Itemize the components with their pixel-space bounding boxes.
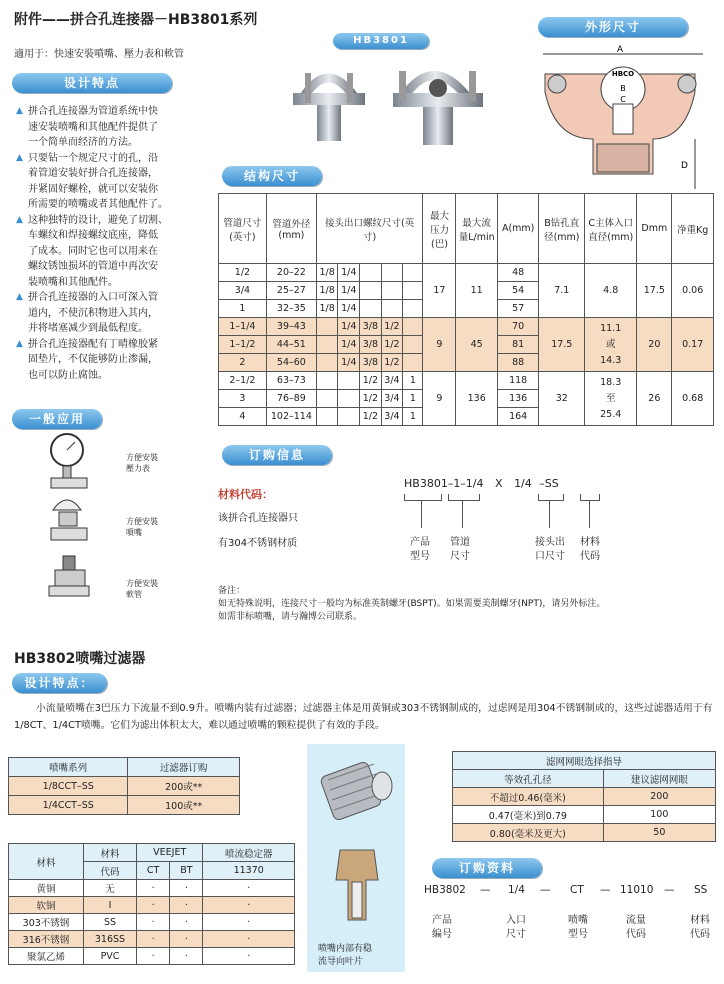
table-row	[9, 948, 295, 965]
table-cell: 200	[603, 788, 715, 806]
table-cell-c	[585, 264, 637, 318]
code-material: SS	[544, 477, 559, 490]
design-point-line: 着管道安装好拼合孔连接器，	[28, 168, 158, 179]
table-cell	[403, 336, 423, 354]
table-cell: ·	[203, 880, 295, 897]
design-point-line: 速安装喷嘴和其他配件提供了	[28, 121, 158, 133]
table-cell-w: 0.06	[672, 264, 714, 318]
table-row	[9, 897, 295, 914]
table-cell: 3/4	[219, 282, 267, 300]
hb3802-code-part: HB3802	[424, 884, 466, 896]
table-cell-flow: 11	[456, 264, 497, 318]
hb3802-code-part: 11010	[620, 884, 654, 896]
filter-header-row	[9, 758, 240, 777]
th-d: Dmm	[637, 194, 672, 264]
table-cell: 20–22	[266, 264, 316, 282]
note-1: 如无特殊说明，连接尺寸一般均为标准英制螺牙(BSPT)。如果需要美制螺牙(NPT)，请另外标注。	[218, 599, 606, 609]
table-cell: 1/4	[338, 282, 360, 300]
table-cell: ·	[170, 931, 203, 948]
table-cell: ·	[170, 914, 203, 931]
mesh-title: 滤网网眼选择指导	[453, 752, 716, 770]
application-drawings	[45, 430, 105, 610]
table-cell: 1/2	[219, 264, 267, 282]
table-cell: 软铜	[9, 897, 84, 914]
table-cell: ·	[170, 897, 203, 914]
hb3802-code-part: —	[600, 884, 611, 896]
table-cell: 3/4	[381, 408, 403, 426]
table-cell-pressure: 17	[423, 264, 456, 318]
table-row	[9, 796, 240, 815]
table-cell: 1–1/4	[219, 318, 267, 336]
hb3802-code-part: 1/4	[508, 884, 525, 896]
hb3802-label: 材料	[690, 915, 710, 926]
table-cell-d: 20	[637, 318, 672, 372]
table-cell-d: 17.5	[637, 264, 672, 318]
th-pipe-size: 管道尺寸(英寸)	[219, 194, 267, 264]
table-row	[9, 880, 295, 897]
table-cell: 100	[603, 806, 715, 824]
hb3802-label: 代码	[690, 929, 710, 940]
c-value: 25.4	[600, 408, 622, 420]
table-cell: 54–60	[266, 354, 316, 372]
table-cell-b: 17.5	[539, 318, 585, 372]
table-cell-b: 32	[539, 372, 585, 426]
table-cell: 3/4	[381, 372, 403, 390]
table-cell: 黄铜	[9, 880, 84, 897]
table-cell	[338, 408, 360, 426]
table-cell: 0.47(毫米)到0.79	[453, 806, 604, 824]
bracket-outlet	[538, 494, 564, 501]
stabilizer-header: 喷流稳定器	[203, 844, 295, 862]
bracket-product	[404, 494, 442, 501]
material-header-row	[9, 844, 295, 862]
table-row	[219, 318, 714, 336]
order-notes	[218, 585, 605, 624]
table-cell: 1/4	[338, 336, 360, 354]
material-code-label: 材料代码：	[218, 488, 273, 501]
table-cell: 303不锈钢	[9, 914, 84, 931]
table-cell: 2–1/2	[219, 372, 267, 390]
structure-heading: 结构尺寸	[222, 166, 322, 186]
code-outlet: 1/4	[514, 477, 532, 490]
table-cell: 32–35	[266, 300, 316, 318]
table-cell: 25–27	[266, 282, 316, 300]
material-subheader: BT	[170, 862, 203, 880]
design-point-line: 也可以防止腐蚀。	[28, 369, 108, 381]
use-caption: 方便安裝	[126, 517, 158, 526]
table-cell: 3/8	[360, 318, 382, 336]
table-cell	[403, 300, 423, 318]
table-cell: 316SS	[84, 931, 137, 948]
table-cell: 1/4	[338, 318, 360, 336]
design-point-line: 拼合孔连接器的入口可深入管	[28, 292, 158, 303]
table-cell: ·	[203, 948, 295, 965]
general-use-heading: 一般应用	[12, 409, 102, 429]
table-cell	[403, 354, 423, 372]
leader-material	[589, 500, 590, 528]
order-label: 型号	[410, 551, 430, 562]
th-b: B钻孔直径(mm)	[539, 194, 585, 264]
th-a: A(mm)	[497, 194, 538, 264]
table-cell: 1	[403, 372, 423, 390]
dim-c-label: C	[620, 95, 626, 104]
dim-a-label: A	[616, 45, 624, 55]
material-text-2: 有304不锈钢材质	[218, 538, 298, 549]
material-subheader: 11370	[203, 862, 295, 880]
design-point-line: 螺纹锈蚀损坏的管道中再次安	[28, 261, 158, 272]
filter-photo	[312, 750, 402, 930]
table-cell: 聚氯乙烯	[9, 948, 84, 965]
use-caption: 方便安裝	[126, 579, 158, 588]
hbco-label: HBCO	[611, 70, 635, 78]
table-cell	[360, 282, 382, 300]
hb3802-order-heading: 订购资料	[432, 858, 542, 878]
table-cell-b: 7.1	[539, 264, 585, 318]
table-cell: 1	[403, 390, 423, 408]
code-dash-1: –	[447, 477, 454, 490]
note-2: 如需非标喷嘴，请与瀚博公司联系。	[218, 612, 363, 622]
code-pipe: 1–1/4	[453, 477, 484, 490]
hb3802-design-heading: 设计特点：	[12, 673, 107, 693]
table-cell-a: 48	[497, 264, 538, 282]
use-caption: 噴嘴	[126, 528, 142, 537]
page-title: 附件——拼合孔连接器－HB3801系列	[14, 12, 258, 28]
mesh-header-row	[453, 770, 716, 788]
mesh-title-row	[453, 752, 716, 770]
mesh-header: 建议滤网网眼	[603, 770, 715, 788]
table-cell-a: 88	[497, 354, 538, 372]
applicable-text: 適用于：快速安裝噴嘴、壓力表和軟管	[14, 49, 184, 60]
photo-caption-line: 喷嘴内部有稳	[318, 944, 373, 954]
table-cell: 316不锈钢	[9, 931, 84, 948]
table-cell: ·	[137, 880, 170, 897]
table-cell: 63–73	[266, 372, 316, 390]
table-cell: 1/2	[360, 408, 382, 426]
hb3802-label: 喷嘴	[568, 915, 588, 926]
table-cell	[316, 408, 338, 426]
table-cell	[381, 282, 403, 300]
note-title: 备注：	[218, 586, 246, 596]
bullet-icon: ▲	[16, 214, 23, 225]
table-cell-a: 164	[497, 408, 538, 426]
table-cell-a: 70	[497, 318, 538, 336]
hb3802-label: 入口	[506, 915, 526, 926]
table-cell-d: 26	[637, 372, 672, 426]
hb3802-label: 产品	[432, 915, 452, 926]
table-row	[453, 806, 716, 824]
design-point-line: 所需要的喷嘴或者其他配件了。	[28, 199, 168, 210]
c-value: 14.3	[600, 354, 622, 366]
table-cell-w: 0.17	[672, 318, 714, 372]
th-weight: 净重Kg	[672, 194, 714, 264]
material-subheader: CT	[137, 862, 170, 880]
table-cell: 100或**	[128, 796, 240, 815]
filter-table	[8, 757, 240, 815]
table-cell: 200或**	[128, 777, 240, 796]
hb3802-code-part: —	[664, 884, 675, 896]
table-cell	[403, 282, 423, 300]
table-cell	[360, 264, 382, 282]
table-cell: SS	[84, 914, 137, 931]
bullet-icon: ▲	[16, 292, 23, 302]
material-col-header: 材料	[9, 844, 84, 880]
table-cell-c	[585, 372, 637, 426]
design-point-line: 了成本。同时它也可以用来在	[28, 245, 158, 257]
structure-header-row	[219, 194, 714, 264]
order-label: 口尺寸	[535, 551, 565, 562]
hb3802-code-part: —	[540, 884, 551, 896]
th-flow: 最大流量L/min	[456, 194, 497, 264]
table-cell: PVC	[84, 948, 137, 965]
hb3802-label: 代码	[626, 929, 646, 940]
table-cell: 39–43	[266, 318, 316, 336]
table-cell: 1/8	[316, 282, 338, 300]
table-cell: 3/8	[360, 336, 382, 354]
design-point-line: 拼合孔连接器配有丁晴橡胶紧	[28, 338, 158, 350]
material-text-1: 该拼合孔连接器只	[218, 513, 298, 524]
design-point-line: 并将堵塞减少到最低程度。	[28, 323, 148, 334]
table-cell: 0.80(毫米及更大)	[453, 824, 604, 842]
design-point-line: 一个简单而经济的方法。	[28, 137, 138, 148]
hb3802-code-part: —	[480, 884, 491, 896]
table-cell: ·	[170, 948, 203, 965]
table-cell	[338, 390, 360, 408]
bullet-icon: ▲	[16, 338, 23, 349]
table-cell	[360, 300, 382, 318]
table-cell: 50	[603, 824, 715, 842]
outline-heading: 外形尺寸	[538, 17, 688, 37]
table-cell: 1	[219, 300, 267, 318]
table-cell: 3/4	[381, 390, 403, 408]
table-cell: 1–1/2	[219, 336, 267, 354]
material-code-header: 材料	[84, 844, 137, 862]
table-row	[9, 914, 295, 931]
photo-label: HB3801	[333, 33, 429, 49]
table-cell: 1/4	[338, 264, 360, 282]
table-cell-c	[585, 318, 637, 372]
code-x: X	[495, 477, 503, 490]
table-cell: 4	[219, 408, 267, 426]
order-label: 材料	[580, 537, 600, 548]
table-cell: 1/8	[316, 300, 338, 318]
hb3802-label: 型号	[568, 929, 588, 940]
table-cell: 3/8	[360, 354, 382, 372]
order-label: 接头出	[535, 537, 565, 548]
bracket-pipe	[448, 494, 480, 501]
table-cell	[316, 336, 338, 354]
table-cell: 1	[403, 408, 423, 426]
leader-product	[421, 500, 422, 528]
bullet-icon: ▲	[16, 152, 23, 163]
material-subheader: 代码	[84, 862, 137, 880]
hb3802-label: 流量	[626, 915, 646, 926]
leader-pipe	[462, 500, 463, 528]
table-cell: 3	[219, 390, 267, 408]
hb3801-photo	[283, 53, 513, 153]
table-row	[219, 372, 714, 390]
mesh-table	[452, 751, 716, 842]
dim-d-label: D	[681, 161, 688, 171]
table-cell-a: 57	[497, 300, 538, 318]
table-cell: ·	[137, 914, 170, 931]
hb3802-description: 小流量喷嘴在3巴压力下流量不到0.9升。喷嘴内装有过滤器；过滤器主体是用黄铜或303不锈钢制成的，过虑网是用304不锈钢制成的，这些过滤器适用于有1/8CT、1/4CT喷嘴。它们为滤出体积太大，难以通过喷嘴的颗粒提供了有效的手段。	[14, 703, 713, 731]
c-value: 至	[605, 392, 616, 404]
table-cell-flow: 45	[456, 318, 497, 372]
table-cell: ·	[137, 897, 170, 914]
table-row	[219, 264, 714, 282]
table-row	[453, 788, 716, 806]
table-cell: 1/2	[381, 354, 403, 372]
table-cell: ·	[203, 914, 295, 931]
c-value: 或	[605, 338, 616, 350]
table-cell: 44–51	[266, 336, 316, 354]
design-point-line: 这种独特的设计，避免了切割、	[28, 214, 168, 226]
structure-table	[218, 193, 714, 426]
table-cell: 不超过0.46(毫米)	[453, 788, 604, 806]
table-cell: 1/8CCT–SS	[9, 777, 128, 796]
material-table	[8, 843, 295, 965]
table-cell: 1/2	[381, 318, 403, 336]
order-label: 产品	[410, 537, 430, 548]
table-cell: 1/2	[360, 372, 382, 390]
table-cell: ·	[203, 931, 295, 948]
table-cell	[381, 300, 403, 318]
c-value: 4.8	[603, 284, 619, 296]
th-outlet: 接头出口螺纹尺寸(英寸)	[316, 194, 423, 264]
bracket-material	[580, 494, 600, 501]
table-cell: 1/4	[338, 354, 360, 372]
table-cell-a: 54	[497, 282, 538, 300]
design-heading: 设计特点	[12, 73, 172, 93]
table-cell-flow: 136	[456, 372, 497, 426]
table-row	[9, 777, 240, 796]
hb3802-label: 编号	[432, 929, 452, 940]
table-cell-pressure: 9	[423, 318, 456, 372]
table-cell	[316, 390, 338, 408]
veejet-header: VEEJET	[137, 844, 203, 862]
th-pressure: 最大压力(巴)	[423, 194, 456, 264]
code-product: HB3801	[404, 477, 448, 490]
table-cell	[381, 264, 403, 282]
table-cell: ·	[137, 931, 170, 948]
order-label: 代码	[580, 551, 600, 562]
use-caption: 壓力表	[126, 464, 150, 473]
design-point-line: 车螺纹和焊接螺纹底座，降低	[28, 230, 158, 241]
table-cell: 1/4	[338, 300, 360, 318]
table-cell	[316, 318, 338, 336]
table-cell: 102–114	[266, 408, 316, 426]
table-cell-a: 81	[497, 336, 538, 354]
table-cell	[316, 372, 338, 390]
table-cell: 无	[84, 880, 137, 897]
table-cell: 1/8	[316, 264, 338, 282]
design-point-line: 固垫片，不仅能够防止渗漏，	[28, 354, 158, 365]
table-cell: ·	[137, 948, 170, 965]
hb3802-code-part: SS	[694, 884, 708, 896]
order-label: 尺寸	[450, 551, 470, 562]
table-cell-a: 118	[497, 372, 538, 390]
table-cell	[316, 354, 338, 372]
order-heading: 订购信息	[222, 445, 332, 465]
table-cell: ·	[170, 880, 203, 897]
table-cell	[403, 318, 423, 336]
bullet-icon: ▲	[16, 106, 23, 116]
filter-header: 过滤器订购	[128, 758, 240, 777]
th-c: C主体入口直径(mm)	[585, 194, 637, 264]
table-row	[453, 824, 716, 842]
table-cell: 1/2	[360, 390, 382, 408]
photo-caption-line: 流导向叶片	[318, 957, 364, 967]
table-cell-a: 136	[497, 390, 538, 408]
design-point-line: 装喷嘴和其他配件。	[28, 276, 118, 288]
hb3802-label: 尺寸	[506, 929, 526, 940]
code-dash-2: –	[539, 477, 545, 490]
table-cell	[403, 264, 423, 282]
c-value: 11.1	[600, 322, 622, 334]
table-cell-pressure: 9	[423, 372, 456, 426]
table-cell-w: 0.68	[672, 372, 714, 426]
table-cell: 1/2	[381, 336, 403, 354]
table-cell	[338, 372, 360, 390]
table-cell: I	[84, 897, 137, 914]
table-row	[9, 931, 295, 948]
th-pipe-od: 管道外径(mm)	[266, 194, 316, 264]
use-caption: 方便安裝	[126, 453, 158, 462]
order-code	[404, 477, 559, 490]
design-point-line: 拼合孔连接器为管道系统中快	[28, 106, 158, 117]
table-cell: 76–89	[266, 390, 316, 408]
design-point-line: 道内，不使沉积物进入其内，	[28, 307, 158, 319]
dim-b-label: B	[620, 84, 626, 93]
c-value: 18.3	[600, 376, 622, 388]
mesh-header: 等效孔孔径	[453, 770, 604, 788]
design-point-line: 并紧固好螺栓，就可以安装你	[28, 183, 158, 195]
hb3802-title: HB3802喷嘴过滤器	[14, 651, 146, 667]
use-caption: 軟管	[126, 590, 142, 599]
outline-drawing	[535, 44, 710, 194]
hb3802-code-part: CT	[570, 884, 584, 896]
table-cell: 1/4CCT–SS	[9, 796, 128, 815]
table-cell: 2	[219, 354, 267, 372]
table-cell: ·	[203, 897, 295, 914]
order-label: 管道	[450, 537, 470, 548]
leader-outlet	[549, 500, 550, 528]
filter-header: 喷嘴系列	[9, 758, 128, 777]
design-point-line: 只要钻一个规定尺寸的孔，沿	[28, 152, 158, 164]
